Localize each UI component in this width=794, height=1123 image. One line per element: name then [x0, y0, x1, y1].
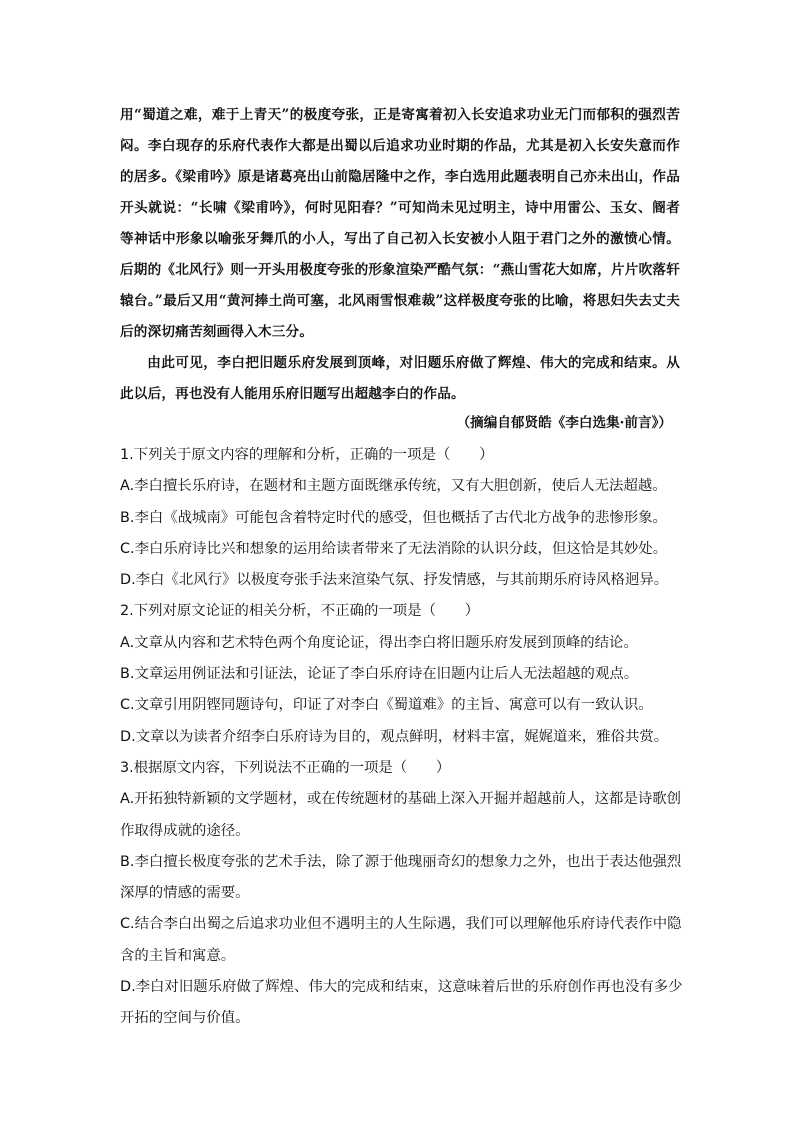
answer-option: C.文章引用阴铿同题诗句，印证了对李白《蜀道难》的主旨、寓意可以有一致认识。 [120, 697, 653, 714]
answer-option: A.开拓独特新颖的文学题材，或在传统题材的基础上深入开掘并超越前人，这都是诗歌创作取得成就的途径。 [120, 791, 682, 839]
answer-option: C.李白乐府诗比兴和想象的运用给读者带来了无法消除的认识分歧，但这恰是其妙处。 [120, 540, 668, 557]
question-stem: 3.根据原文内容，下列说法不正确的一项是（ ） [120, 759, 451, 776]
answer-option: D.李白《北风行》以极度夸张手法来渲染气氛、抒发情感，与其前期乐府诗风格迥异。 [120, 572, 669, 589]
answer-option: B.文章运用例证法和引证法，论证了李白乐府诗在旧题内让后人无法超越的观点。 [120, 666, 639, 683]
passage-paragraph: 由此可见，李白把旧题乐府发展到顶峰，对旧题乐府做了辉煌、伟大的完成和结束。从此以后，再也没有人能用乐府旧题写出超越李白的作品。 [120, 355, 680, 402]
question-2 [120, 596, 684, 752]
question-stem: 1.下列关于原文内容的理解和分析，正确的一项是（ ） [120, 447, 494, 463]
answer-option: B.李白《战城南》可能包含着特定时代的感受，但也概括了古代北方战争的悲惨形象。 [120, 509, 667, 526]
question-3 [120, 753, 684, 1035]
question-1 [120, 440, 684, 596]
reading-passage [120, 100, 680, 410]
question-stem: 2.下列对原文论证的相关分析，不正确的一项是（ ） [120, 603, 480, 620]
answer-option: A.李白擅长乐府诗，在题材和主题方面既继承传统，又有大胆创新，使后人无法超越。 [120, 478, 667, 495]
answer-option: A.文章从内容和艺术特色两个角度论证，得出李白将旧题乐府发展到顶峰的结论。 [120, 634, 638, 651]
passage-source: （摘编自郁贤皓《李白选集·前言》） [456, 415, 672, 431]
question-list [120, 440, 684, 1035]
answer-option: D.文章以为读者介绍李白乐府诗为目的，观点鲜明，材料丰富，娓娓道来，雅俗共赏。 [120, 728, 669, 745]
answer-option: D.李白对旧题乐府做了辉煌、伟大的完成和结束，这意味着后世的乐府创作再也没有多少开拓的空间与价值。 [120, 979, 683, 1027]
passage-paragraph: 用“蜀道之难，难于上青天”的极度夸张，正是寄寓着初入长安追求功业无门而郁积的强烈苦闷。李白现存的乐府代表作大都是出蜀以后追求功业时期的作品，尤其是初入长安失意而作的居多。《梁甫吟》原是诸葛亮出山前隐居隆中之作，李白选用此题表明自己亦未出山，作品开头就说：“长啸《梁甫吟》，何时见阳春？”可知尚未见过明主，诗中用雷公、玉女、阍者等神话中形象以喻张牙舞爪的小人，写出了自己初入长安被小人阻于君门之外的激愤心情。后期的《北风行》则一开头用极度夸张的形象渲染严酷气氛：“燕山雪花大如席，片片吹落轩辕台。”最后又用“黄河捧土尚可塞，北风雨雪恨难裁”这样极度夸张的比喻，将思妇失去丈夫后的深切痛苦刻画得入木三分。 [120, 107, 680, 340]
answer-option: C.结合李白出蜀之后追求功业但不遇明主的人生际遇，我们可以理解他乐府诗代表作中隐含的主旨和寓意。 [120, 916, 682, 964]
answer-option: B.李白擅长极度夸张的艺术手法，除了源于他瑰丽奇幻的想象力之外，也出于表达他强烈深厚的情感的需要。 [120, 853, 682, 902]
